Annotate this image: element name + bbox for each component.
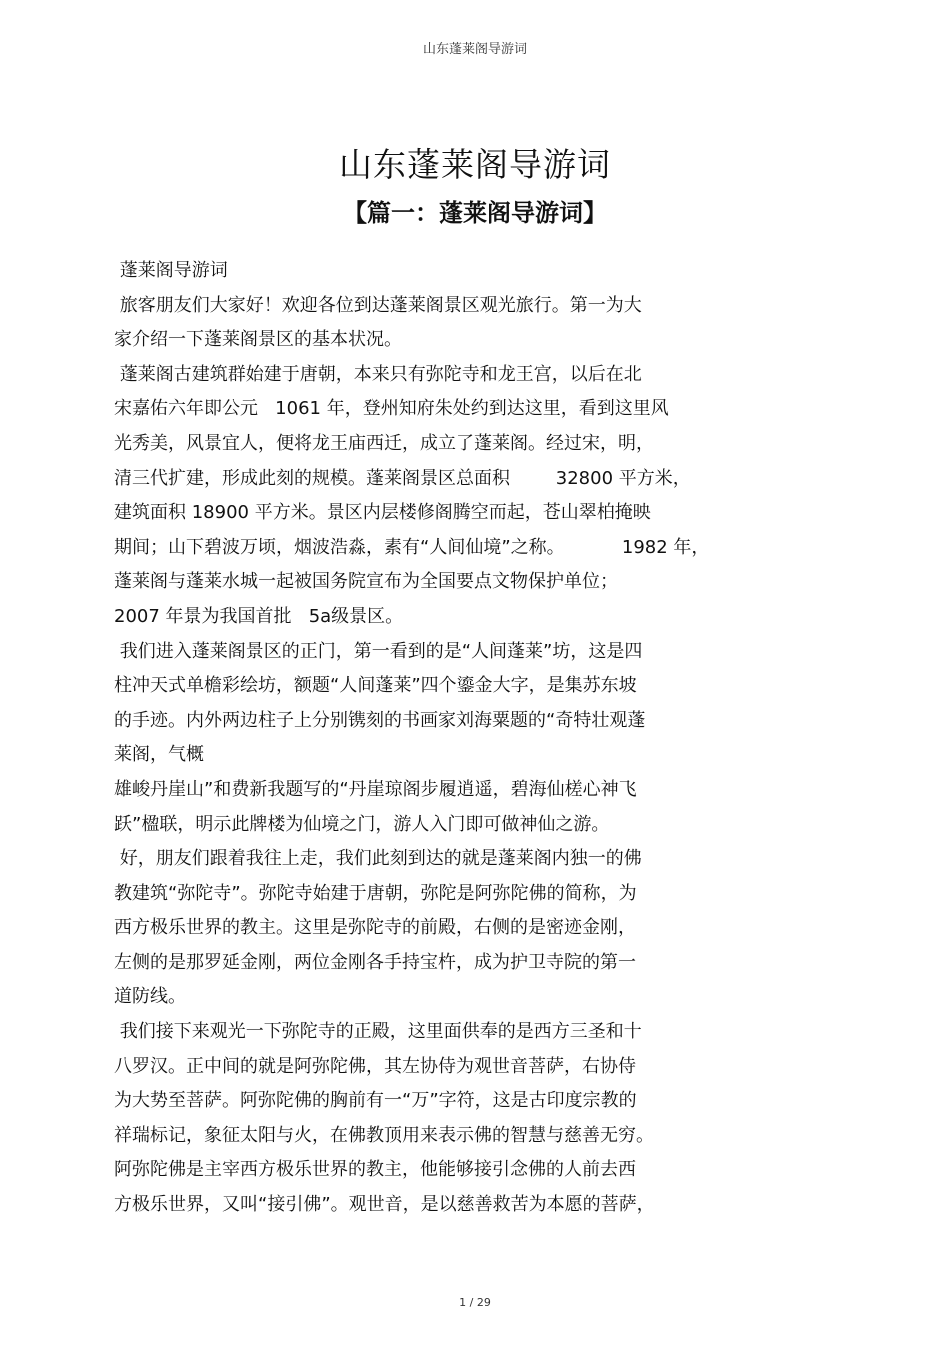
body-line: 的手迹。内外两边柱子上分别镌刻的书画家刘海粟题的“奇特壮观蓬: [114, 709, 646, 731]
body-line: 家介绍一下蓬莱阁景区的基本状况。: [114, 329, 402, 351]
body-line: 蓬莱阁古建筑群始建于唐朝，本来只有弥陀寺和龙王宫，以后在北: [114, 363, 642, 385]
body-line: 旅客朋友们大家好！欢迎各位到达蓬莱阁景区观光旅行。第一为大: [114, 294, 642, 316]
page-number: 1 / 29: [459, 1296, 491, 1309]
body-line: 道防线。: [114, 986, 186, 1008]
body-line: 建筑面积 18900 平方米。景区内层楼修阁腾空而起，苍山翠柏掩映: [114, 502, 651, 524]
body-line: 我们进入蓬莱阁景区的正门，第一看到的是“人间蓬莱”坊，这是四: [114, 640, 643, 662]
body-line: 方极乐世界，又叫“接引佛”。观世音，是以慈善救苦为本愿的菩萨，: [114, 1194, 655, 1216]
body-line: 雄峻丹崖山”和费新我题写的“丹崖琼阁步履逍遥，碧海仙槎心神飞: [114, 778, 637, 800]
body-line: 柱冲天式单檐彩绘坊，额题“人间蓬莱”四个鎏金大字，是集苏东坡: [114, 675, 637, 697]
body-line: 好，朋友们跟着我往上走，我们此刻到达的就是蓬莱阁内独一的佛: [114, 848, 642, 870]
body-line: 左侧的是那罗延金刚，两位金刚各手持宝杵，成为护卫寺院的第一: [114, 951, 636, 973]
body-line: 八罗汉。正中间的就是阿弥陀佛，其左协侍为观世音菩萨，右协侍: [114, 1055, 636, 1077]
body-line: 蓬莱阁导游词: [114, 260, 228, 281]
document-title: 山东蓬莱阁导游词: [339, 145, 611, 184]
document-body: [114, 254, 814, 1223]
body-line: 祥瑞标记，象征太阳与火，在佛教顶用来表示佛的智慧与慈善无穷。: [114, 1124, 654, 1146]
body-line: 教建筑“弥陀寺”。弥陀寺始建于唐朝，弥陀是阿弥陀佛的简称，为: [114, 882, 637, 904]
running-header: 山东蓬莱阁导游词: [422, 42, 527, 57]
body-line: 蓬莱阁与蓬莱水城一起被国务院宣布为全国要点文物保护单位；: [114, 571, 618, 593]
body-line: 跃”楹联，明示此牌楼为仙境之门，游人入门即可做神仙之游。: [114, 813, 610, 835]
body-line: 2007 年景为我国首批 5a级景区。: [114, 605, 404, 627]
body-line: 清三代扩建，形成此刻的规模。蓬莱阁景区总面积 32800 平方米，: [114, 467, 691, 489]
body-line: 光秀美，风景宜人，便将龙王庙西迁，成立了蓬莱阁。经过宋，明，: [114, 432, 654, 454]
body-line: 期间；山下碧波万顷，烟波浩淼，素有“人间仙境”之称。 1982 年，: [114, 536, 710, 558]
body-line: 为大势至菩萨。阿弥陀佛的胸前有一“万”字符，这是古印度宗教的: [114, 1090, 637, 1112]
body-line: 我们接下来观光一下弥陀寺的正殿，这里面供奉的是西方三圣和十: [114, 1021, 642, 1043]
body-line: 阿弥陀佛是主宰西方极乐世界的教主，他能够接引念佛的人前去西: [114, 1159, 636, 1181]
body-line: 西方极乐世界的教主。这里是弥陀寺的前殿，右侧的是密迹金刚，: [114, 917, 636, 939]
document-subtitle: 【篇一：蓬莱阁导游词】: [343, 199, 607, 227]
body-line: 宋嘉佑六年即公元 1061 年，登州知府朱处约到达这里，看到这里风: [114, 398, 669, 420]
body-line: 莱阁，气概: [114, 744, 204, 766]
